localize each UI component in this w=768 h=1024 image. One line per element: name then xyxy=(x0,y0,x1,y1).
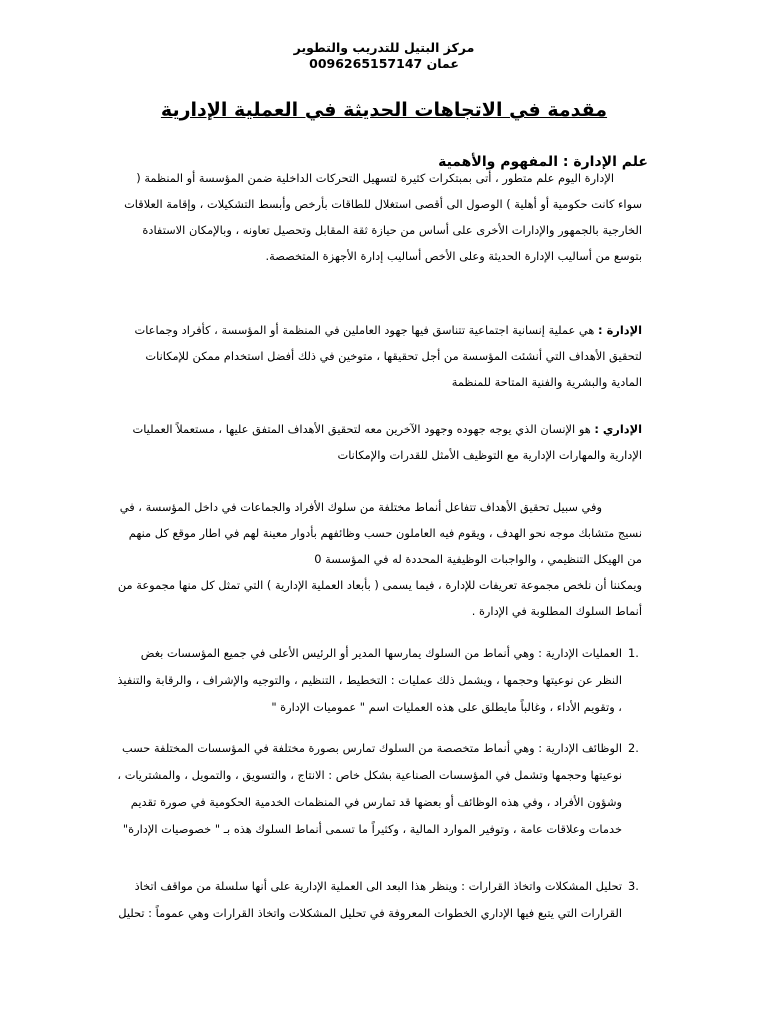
intro-paragraph: الإدارة اليوم علم متطور ، أتى بمبتكرات كثيرة لتسهيل التحركات الداخلية ضمن المؤسسة أو المنظمة ( سواء كانت حكومية أو أهلية ) الوصول الى أقصى استغلال للطاقات بأرخص وأبسط التشكيلات ، وإقامة العلاقات الخارجية بالجمهور والإدارات الأخرى على أساس من حيازة ثقة المقابل وتحصيل تعاونه ، وبالإمكان الاستفادة بتوسع من أساليب الإدارة الحديثة وعلى الأخص أساليب إدارة الأجهزة المتخصصة. xyxy=(124,171,642,263)
organization-name: مركز البتيل للتدريب والتطوير xyxy=(293,40,475,55)
admin-definition-paragraph xyxy=(112,317,642,395)
goals-paragraph xyxy=(112,494,642,624)
section-heading: علم الإدارة : المفهوم والأهمية xyxy=(438,154,648,170)
list-item-number: 1. xyxy=(628,646,639,660)
document-title: مقدمة في الاتجاهات الحديثة في العملية الإدارية xyxy=(160,99,608,121)
list-item xyxy=(112,735,656,843)
manager-definition-term: الإداري : xyxy=(594,422,642,436)
admin-definition-term: الإدارة : xyxy=(598,323,642,337)
list-item xyxy=(112,640,656,721)
manager-definition-text: هو الإنسان الذي يوجه جهوده وجهود الآخرين معه لتحقيق الأهداف المتفق عليها ، مستعملاً العمليات الإدارية والمهارات الإدارية مع التوظيف الأمثل للقدرات والإمكانات xyxy=(132,422,642,462)
list-item-text: العمليات الإدارية : وهي أنماط من السلوك يمارسها المدير أو الرئيس الأعلى في جميع المؤسسات بغض النظر عن نوعيتها وحجمها ، ويشمل ذلك عمليات : التخطيط ، التنظيم ، والتوجيه والإشراف ، والرقابة والتنفيذ ، وتقويم الأداء ، وغالباً مايطلق على هذه العمليات اسم " عموميات الإدارة " xyxy=(117,646,622,714)
list-item-number: 2. xyxy=(628,741,639,755)
document-header xyxy=(0,40,768,72)
list-item-text: الوظائف الإدارية : وهي أنماط متخصصة من السلوك تمارس بصورة مختلفة في المؤسسات المختلفة حسب نوعيتها وحجمها وتشمل في المؤسسات الصناعية بشكل خاص : الانتاج ، والتسويق ، والتمويل ، والمشتريات ، وشؤون الأفراد ، وفي هذه الوظائف أو بعضها قد تمارس في المنظمات الخدمية الحكومية في صورة تقديم خدمات وعلاقات عامة ، وتوفير الموارد المالية ، وكثيراً ما تسمى أنماط السلوك هذه بـ " خصوصيات الإدارة" xyxy=(117,741,622,836)
list-item-number: 3. xyxy=(628,879,639,893)
list-item xyxy=(112,873,656,927)
list-item-text: تحليل المشكلات واتخاذ القرارات : وينظر هذا البعد الى العملية الإدارية على أنها سلسلة من مواقف اتخاذ القرارات التي يتبع فيها الإداري الخطوات المعروفة في تحليل المشكلات واتخاذ القرارات وهي عموماً : تحليل xyxy=(118,879,622,920)
goals-text: وفي سبيل تحقيق الأهداف تتفاعل أنماط مختلفة من سلوك الأفراد والجماعات في داخل المؤسسة ، في نسيج متشابك موجه نحو الهدف ، ويقوم فيه العاملون حسب وظائفهم بأدوار معينة لهم في اطار موقع كل منهم من الهيكل التنظيمي ، والواجبات الوظيفية المحددة له في المؤسسة 0 xyxy=(119,500,642,566)
organization-contact: عمان 0096265157147 xyxy=(309,56,459,71)
admin-definition-text: هي عملية إنسانية اجتماعية تتناسق فيها جهود العاملين في المنظمة أو المؤسسة ، كأفراد وجماعات لتحقيق الأهداف التي أنشئت المؤسسة من أجل تحقيقها ، متوخين في ذلك أفضل استخدام ممكن للإمكانات المادية والبشرية والفنية المتاحة للمنظمة xyxy=(134,323,642,389)
summary-text: ويمكننا أن نلخص مجموعة تعريفات للإدارة ، فيما يسمى ( بأبعاد العملية الإدارية ) التي تمثل كل منها مجموعة من أنماط السلوك المطلوبة في الإدارة . xyxy=(117,578,642,618)
manager-definition-paragraph xyxy=(112,416,642,468)
